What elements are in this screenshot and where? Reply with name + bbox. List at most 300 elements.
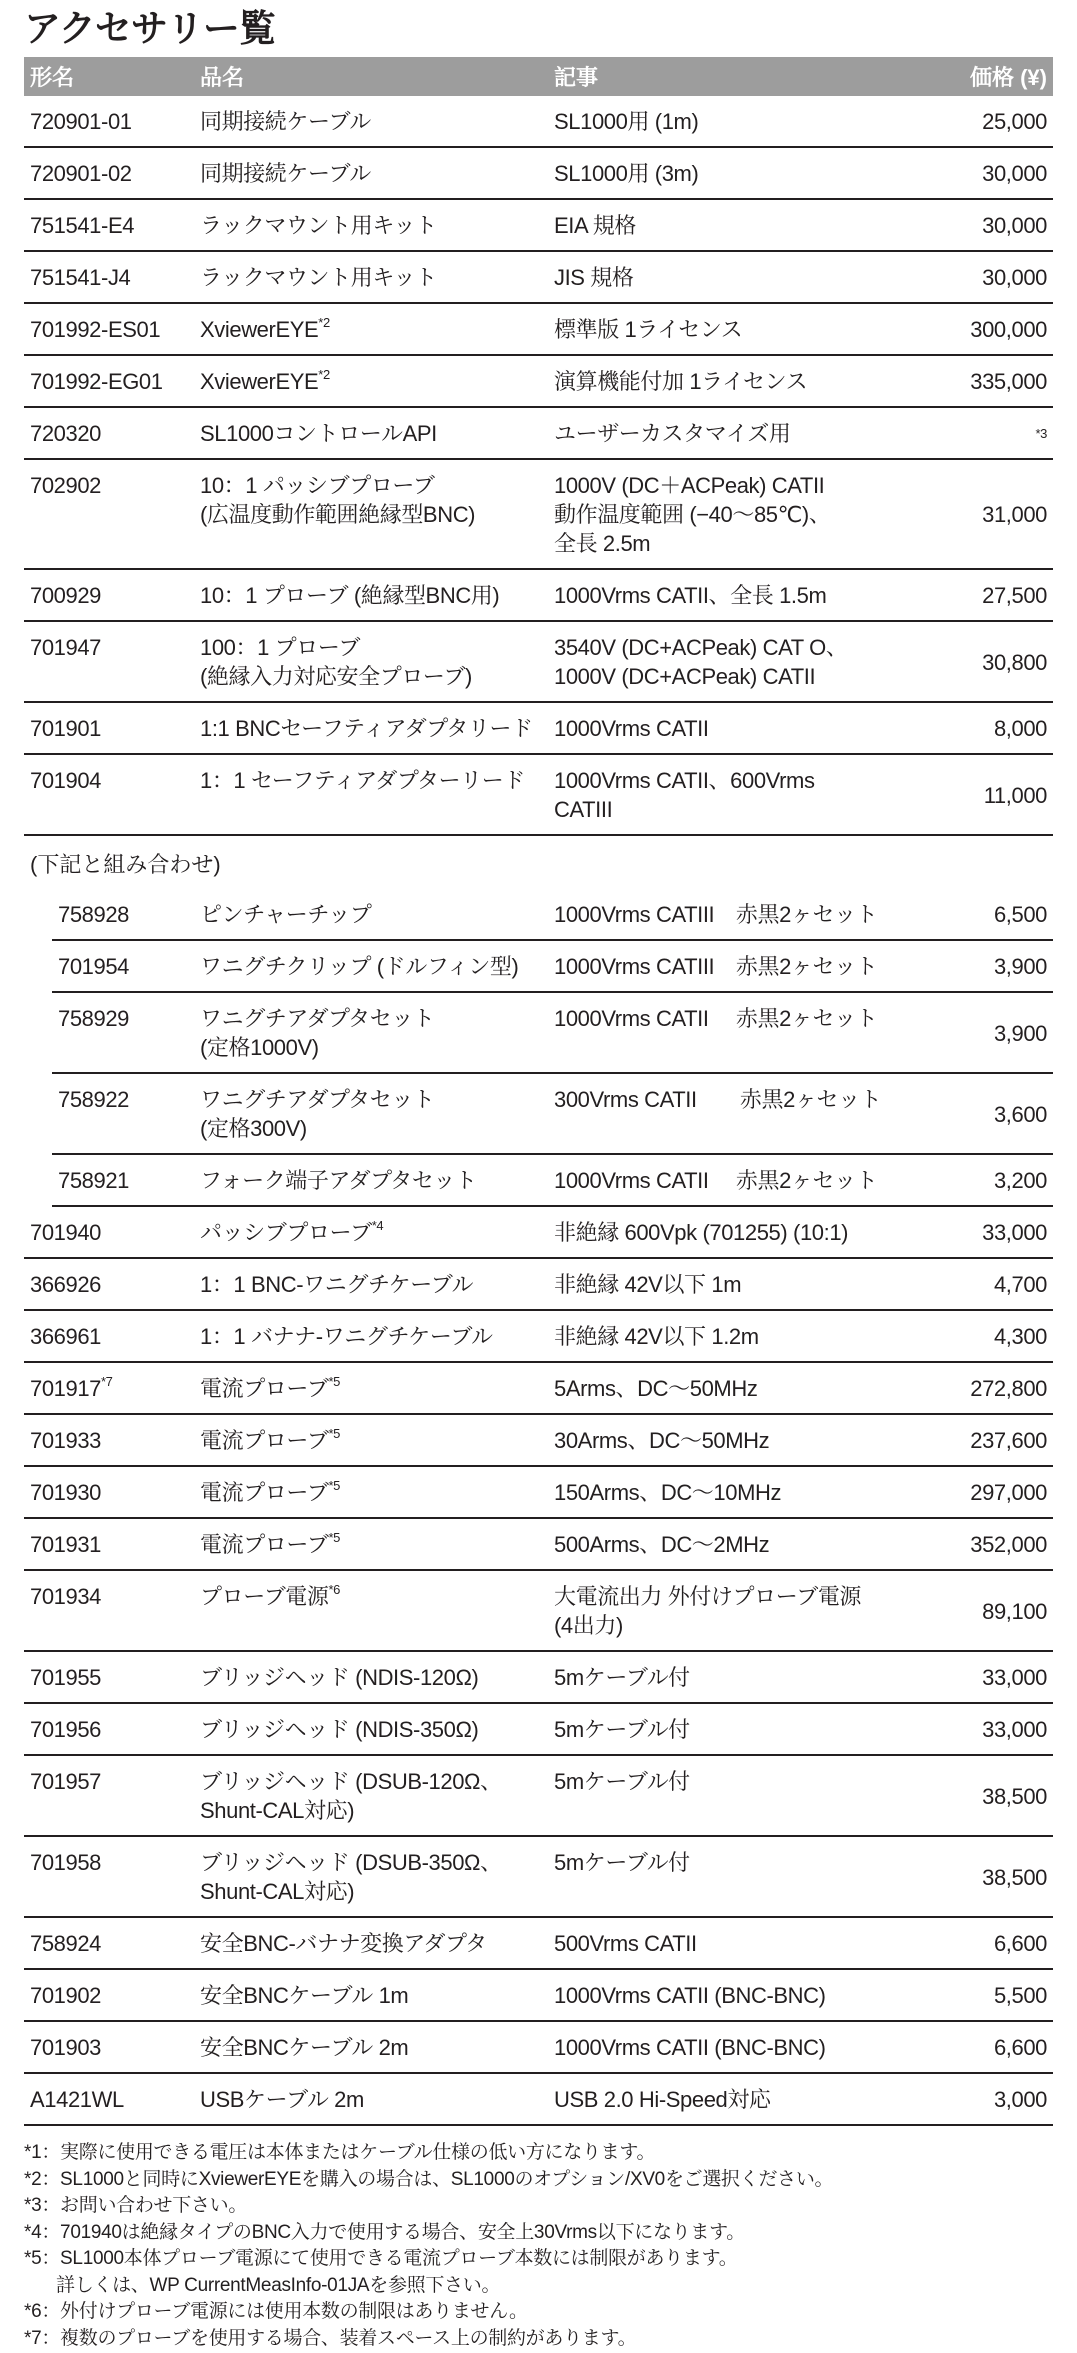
price-cell bbox=[923, 315, 1053, 344]
name-cell bbox=[200, 1426, 554, 1455]
code-cell bbox=[24, 1322, 200, 1351]
price-cell bbox=[923, 1663, 1053, 1692]
note-cell bbox=[554, 581, 923, 610]
table-row bbox=[24, 1519, 1053, 1571]
price: 11,000 bbox=[983, 782, 1047, 808]
note-line: (4出力) bbox=[554, 1613, 623, 1638]
note-line: 非絶縁 42V以下 1.2m bbox=[554, 1324, 759, 1349]
code: 366926 bbox=[30, 1272, 102, 1297]
footnote-ref: *4 bbox=[371, 1218, 384, 1233]
name-line bbox=[200, 633, 546, 662]
rows-bottom bbox=[24, 1207, 1053, 2126]
table-row bbox=[24, 1970, 1053, 2022]
name-cell bbox=[200, 900, 554, 929]
price-cell bbox=[923, 1767, 1053, 1825]
note-line: 演算機能付加 1ライセンス bbox=[554, 369, 808, 394]
name-text: パッシブプローブ bbox=[200, 1220, 372, 1245]
note-cell bbox=[554, 1218, 923, 1247]
name-cell bbox=[200, 159, 554, 188]
code-cell bbox=[24, 107, 200, 136]
note-cell bbox=[554, 1004, 923, 1062]
code-cell bbox=[52, 952, 200, 981]
price-cell bbox=[923, 1848, 1053, 1906]
note-line: 全長 2.5m bbox=[554, 531, 651, 556]
price: 5,500 bbox=[993, 1983, 1047, 2008]
note-cell bbox=[554, 1582, 923, 1640]
table-row bbox=[24, 2022, 1053, 2074]
footnotes bbox=[24, 2140, 1053, 2352]
note-cell bbox=[554, 714, 923, 743]
table-row bbox=[24, 304, 1053, 356]
code: 701934 bbox=[30, 1584, 102, 1609]
footnote-ref: *7 bbox=[101, 1374, 113, 1389]
code-cell bbox=[24, 1848, 200, 1906]
header-code: 形名 bbox=[30, 65, 75, 90]
name-text: XviewerEYE bbox=[200, 317, 319, 342]
name-cell bbox=[200, 107, 554, 136]
name-text: 10：1 プローブ (絶縁型BNC用) bbox=[200, 583, 500, 608]
name-text: XviewerEYE bbox=[200, 369, 319, 394]
table-row bbox=[24, 1363, 1053, 1415]
name-cell bbox=[200, 471, 554, 558]
price-cell bbox=[923, 159, 1053, 188]
name-cell bbox=[200, 1322, 554, 1351]
note-line: SL1000用 (3m) bbox=[554, 161, 699, 186]
price-cell bbox=[923, 581, 1053, 610]
name-text: 安全BNC-バナナ変換アダプタ bbox=[200, 1931, 487, 1956]
note-cell bbox=[554, 367, 923, 396]
price-cell bbox=[923, 1004, 1053, 1062]
name-cell bbox=[200, 1848, 554, 1906]
price-cell bbox=[923, 1981, 1053, 2010]
name-text: 安全BNCケーブル 1m bbox=[200, 1983, 409, 2008]
name-text: Shunt-CAL対応) bbox=[200, 1798, 355, 1823]
price-cell bbox=[923, 1374, 1053, 1403]
code-cell bbox=[24, 419, 200, 448]
code: 700929 bbox=[30, 583, 102, 608]
code: 701956 bbox=[30, 1717, 102, 1742]
table-row bbox=[52, 993, 1053, 1074]
name-line bbox=[200, 500, 546, 529]
code-cell bbox=[24, 1929, 200, 1958]
name-text: (定格1000V) bbox=[200, 1035, 319, 1060]
name-cell bbox=[200, 1715, 554, 1744]
note-line: 1000Vrms CATII 赤黒2ヶセット bbox=[554, 1006, 878, 1031]
name-line bbox=[200, 1981, 546, 2010]
price: 352,000 bbox=[970, 1532, 1047, 1557]
note-line: USB 2.0 Hi-Speed対応 bbox=[554, 2087, 771, 2112]
price: 300,000 bbox=[970, 317, 1047, 342]
price-cell bbox=[923, 1426, 1053, 1455]
table-header bbox=[24, 57, 1053, 96]
name-line bbox=[200, 1848, 546, 1877]
code-cell bbox=[52, 900, 200, 929]
note-line: ユーザーカスタマイズ用 bbox=[554, 421, 791, 446]
price: 272,800 bbox=[970, 1376, 1047, 1401]
name-cell bbox=[200, 581, 554, 610]
note-cell bbox=[554, 1767, 923, 1825]
name-text: ピンチャーチップ bbox=[200, 902, 372, 927]
note-line: 30Arms、DC〜50MHz bbox=[554, 1428, 770, 1453]
name-text: ブリッジヘッド (NDIS-120Ω) bbox=[200, 1665, 479, 1690]
code-cell bbox=[24, 1715, 200, 1744]
price: *3 bbox=[1035, 425, 1047, 441]
price-cell bbox=[923, 1085, 1053, 1143]
name-line bbox=[200, 952, 546, 981]
name-cell bbox=[200, 419, 554, 448]
note-cell bbox=[554, 2085, 923, 2114]
name-line bbox=[200, 107, 546, 136]
name-text: 100：1 プローブ bbox=[200, 635, 360, 660]
note-line: 1000Vrms CATII、600Vrms bbox=[554, 768, 815, 793]
name-text: ラックマウント用キット bbox=[200, 213, 437, 238]
note-cell bbox=[554, 1715, 923, 1744]
table-row bbox=[24, 1756, 1053, 1837]
code-cell bbox=[24, 1426, 200, 1455]
code: 701940 bbox=[30, 1220, 102, 1245]
price: 30,000 bbox=[982, 265, 1047, 290]
code: 701933 bbox=[30, 1428, 102, 1453]
price: 25,000 bbox=[982, 109, 1047, 134]
table-row bbox=[24, 148, 1053, 200]
code-cell bbox=[24, 581, 200, 610]
note-cell bbox=[554, 1981, 923, 2010]
footnote: *3：お問い合わせ下さい。 bbox=[24, 2195, 248, 2216]
table-row bbox=[24, 408, 1053, 460]
note-cell bbox=[554, 107, 923, 136]
code-cell bbox=[24, 367, 200, 396]
code-cell bbox=[24, 211, 200, 240]
table-row bbox=[24, 252, 1053, 304]
table-row bbox=[24, 96, 1053, 148]
name-text: 安全BNCケーブル 2m bbox=[200, 2035, 409, 2060]
price: 3,900 bbox=[993, 1020, 1047, 1046]
code: 701947 bbox=[30, 635, 102, 660]
price: 6,600 bbox=[993, 1931, 1047, 1956]
name-line bbox=[200, 263, 546, 292]
note-cell bbox=[554, 263, 923, 292]
name-cell bbox=[200, 1530, 554, 1559]
note-line: 1000Vrms CATII (BNC-BNC) bbox=[554, 2035, 826, 2060]
name-text: 電流プローブ bbox=[200, 1428, 329, 1453]
code: 758921 bbox=[58, 1168, 130, 1193]
name-text: 1：1 バナナ-ワニグチケーブル bbox=[200, 1324, 493, 1349]
name-line bbox=[200, 1877, 546, 1906]
table-row bbox=[24, 356, 1053, 408]
footnote-ref: *6 bbox=[328, 1582, 341, 1597]
price: 33,000 bbox=[982, 1665, 1047, 1690]
name-text: 同期接続ケーブル bbox=[200, 161, 371, 186]
code: 701903 bbox=[30, 2035, 102, 2060]
code-cell bbox=[24, 1663, 200, 1692]
rows-sub bbox=[24, 889, 1053, 1207]
footnote: 詳しくは、WP CurrentMeasInfo-01JAを参照下さい。 bbox=[56, 2274, 501, 2296]
section-label: (下記と組み合わせ) bbox=[30, 852, 221, 877]
note-cell bbox=[554, 1530, 923, 1559]
footnote-ref: *5 bbox=[328, 1478, 341, 1493]
name-line bbox=[200, 900, 546, 929]
price: 297,000 bbox=[970, 1480, 1047, 1505]
code-cell bbox=[24, 1374, 200, 1403]
code: 701917 bbox=[30, 1376, 102, 1401]
note-cell bbox=[554, 1929, 923, 1958]
name-cell bbox=[200, 1663, 554, 1692]
price: 27,500 bbox=[982, 583, 1047, 608]
table-row bbox=[24, 622, 1053, 703]
code-cell bbox=[24, 159, 200, 188]
name-line bbox=[200, 1478, 546, 1507]
price: 3,900 bbox=[993, 954, 1047, 979]
name-cell bbox=[200, 211, 554, 240]
name-line bbox=[200, 1270, 546, 1299]
table-row bbox=[24, 200, 1053, 252]
note-cell bbox=[554, 1848, 923, 1906]
code-cell bbox=[24, 1767, 200, 1825]
note-cell bbox=[554, 1166, 923, 1195]
name-line bbox=[200, 1715, 546, 1744]
code: 701902 bbox=[30, 1983, 102, 2008]
note-cell bbox=[554, 159, 923, 188]
code: 702902 bbox=[30, 473, 102, 498]
name-cell bbox=[200, 2033, 554, 2062]
price: 3,200 bbox=[993, 1168, 1047, 1193]
price-cell bbox=[923, 952, 1053, 981]
price-cell bbox=[923, 367, 1053, 396]
code: 701958 bbox=[30, 1850, 102, 1875]
accessory-table bbox=[24, 57, 1053, 2126]
name-text: ブリッジヘッド (NDIS-350Ω) bbox=[200, 1717, 479, 1742]
table-row bbox=[24, 2074, 1053, 2126]
price-cell bbox=[923, 1530, 1053, 1559]
note-cell bbox=[554, 1426, 923, 1455]
table-row bbox=[24, 1571, 1053, 1652]
name-line bbox=[200, 2085, 546, 2114]
table-row bbox=[24, 1837, 1053, 1918]
name-cell bbox=[200, 1981, 554, 2010]
price-cell bbox=[923, 1582, 1053, 1640]
name-cell bbox=[200, 263, 554, 292]
footnote-ref: *2 bbox=[318, 315, 330, 330]
name-line bbox=[200, 1114, 546, 1143]
rows-top bbox=[24, 96, 1053, 836]
note-line: EIA 規格 bbox=[554, 213, 636, 238]
code: 758928 bbox=[58, 902, 130, 927]
code-cell bbox=[52, 1166, 200, 1195]
note-cell bbox=[554, 315, 923, 344]
name-cell bbox=[200, 952, 554, 981]
code: 701931 bbox=[30, 1532, 102, 1557]
name-text: 電流プローブ bbox=[200, 1532, 329, 1557]
code: 758924 bbox=[30, 1931, 102, 1956]
name-line bbox=[200, 1033, 546, 1062]
table-row bbox=[24, 1311, 1053, 1363]
code-cell bbox=[24, 1478, 200, 1507]
price: 6,500 bbox=[993, 902, 1047, 927]
code-cell bbox=[24, 714, 200, 743]
footnote: *5：SL1000本体プローブ電源にて使用できる電流プローブ本数には制限があります。 bbox=[24, 2248, 738, 2269]
note-line: 動作温度範囲 (−40〜85℃)、 bbox=[554, 502, 831, 527]
name-text: (定格300V) bbox=[200, 1116, 307, 1141]
note-line: 1000Vrms CATIII 赤黒2ヶセット bbox=[554, 954, 878, 979]
name-line bbox=[200, 471, 546, 500]
name-text: ラックマウント用キット bbox=[200, 265, 437, 290]
price-cell bbox=[923, 766, 1053, 824]
name-line bbox=[200, 419, 546, 448]
footnote-ref: *2 bbox=[318, 367, 330, 382]
name-text: フォーク端子アダプタセット bbox=[200, 1168, 477, 1193]
code-cell bbox=[24, 1582, 200, 1640]
name-text: ワニグチアダプタセット bbox=[200, 1006, 435, 1031]
name-cell bbox=[200, 315, 554, 344]
note-line: 500Vrms CATII bbox=[554, 1931, 697, 1956]
name-cell bbox=[200, 1582, 554, 1640]
code-cell bbox=[24, 1981, 200, 2010]
name-text: ブリッジヘッド (DSUB-350Ω、 bbox=[200, 1850, 502, 1875]
table-row bbox=[24, 570, 1053, 622]
table-row bbox=[24, 1918, 1053, 1970]
price: 30,000 bbox=[982, 161, 1047, 186]
header-note: 記事 bbox=[554, 65, 599, 90]
note-line: JIS 規格 bbox=[554, 265, 634, 290]
page-title: アクセサリー覧 bbox=[24, 8, 275, 49]
code: A1421WL bbox=[30, 2087, 124, 2112]
table-row bbox=[52, 889, 1053, 941]
name-text: 10：1 パッシブプローブ bbox=[200, 473, 435, 498]
code-cell bbox=[24, 1270, 200, 1299]
price-cell bbox=[923, 714, 1053, 743]
note-cell bbox=[554, 1663, 923, 1692]
code-cell bbox=[24, 1218, 200, 1247]
price: 4,300 bbox=[993, 1324, 1047, 1349]
code-cell bbox=[24, 633, 200, 691]
name-line bbox=[200, 1767, 546, 1796]
name-cell bbox=[200, 714, 554, 743]
name-text: 1：1 BNC-ワニグチケーブル bbox=[200, 1272, 474, 1297]
name-text: 1:1 BNCセーフティアダプタリード bbox=[200, 716, 533, 741]
code-cell bbox=[24, 2033, 200, 2062]
note-line: 非絶縁 42V以下 1m bbox=[554, 1272, 742, 1297]
header-price: 価格 (¥) bbox=[969, 65, 1047, 90]
name-text: プローブ電源 bbox=[200, 1584, 329, 1609]
name-cell bbox=[200, 1085, 554, 1143]
note-line: 5Arms、DC〜50MHz bbox=[554, 1376, 758, 1401]
name-text: USBケーブル 2m bbox=[200, 2087, 364, 2112]
note-cell bbox=[554, 1270, 923, 1299]
code-cell bbox=[24, 315, 200, 344]
table-row bbox=[52, 1074, 1053, 1155]
name-cell bbox=[200, 1166, 554, 1195]
note-line: SL1000用 (1m) bbox=[554, 109, 699, 134]
name-text: 電流プローブ bbox=[200, 1376, 329, 1401]
name-line bbox=[200, 1085, 546, 1114]
name-cell bbox=[200, 1004, 554, 1062]
note-cell bbox=[554, 471, 923, 558]
footnote-ref: *5 bbox=[328, 1374, 341, 1389]
note-cell bbox=[554, 419, 923, 448]
note-line: 5mケーブル付 bbox=[554, 1769, 690, 1794]
name-text: 電流プローブ bbox=[200, 1480, 329, 1505]
price-cell bbox=[923, 1218, 1053, 1247]
price-cell bbox=[923, 2033, 1053, 2062]
price: 30,000 bbox=[982, 213, 1047, 238]
table-row bbox=[52, 1155, 1053, 1207]
price: 335,000 bbox=[970, 369, 1047, 394]
footnote-ref: *5 bbox=[328, 1530, 341, 1545]
note-line: 1000Vrms CATIII 赤黒2ヶセット bbox=[554, 902, 878, 927]
note-line: 5mケーブル付 bbox=[554, 1665, 690, 1690]
footnote: *7：複数のプローブを使用する場合、装着スペース上の制約があります。 bbox=[24, 2327, 637, 2349]
price-cell bbox=[923, 900, 1053, 929]
price-cell bbox=[923, 1322, 1053, 1351]
name-line bbox=[200, 1218, 546, 1247]
name-cell bbox=[200, 2085, 554, 2114]
name-line bbox=[200, 714, 546, 743]
price-cell bbox=[923, 2085, 1053, 2114]
name-line bbox=[200, 159, 546, 188]
price: 33,000 bbox=[982, 1220, 1047, 1245]
name-line bbox=[200, 1796, 546, 1825]
name-line bbox=[200, 1166, 546, 1195]
price: 30,800 bbox=[982, 649, 1047, 675]
name-line bbox=[200, 1663, 546, 1692]
table-row bbox=[24, 1467, 1053, 1519]
code: 701992-ES01 bbox=[30, 317, 161, 342]
name-text: (広温度動作範囲絶縁型BNC) bbox=[200, 502, 476, 527]
note-line: 1000V (DC＋ACPeak) CATII bbox=[554, 473, 825, 498]
note-line: 3540V (DC+ACPeak) CAT O、 bbox=[554, 635, 848, 660]
note-line: 1000Vrms CATII bbox=[554, 716, 709, 741]
code: 701955 bbox=[30, 1665, 102, 1690]
note-line: CATIII bbox=[554, 797, 613, 822]
note-line: 大電流出力 外付けプローブ電源 bbox=[554, 1584, 862, 1609]
name-line bbox=[200, 1582, 546, 1611]
name-text: (絶縁入力対応安全プローブ) bbox=[200, 664, 472, 689]
note-line: 標準版 1ライセンス bbox=[554, 317, 743, 342]
price: 3,000 bbox=[993, 2087, 1047, 2112]
code-cell bbox=[24, 1530, 200, 1559]
table-row bbox=[24, 1652, 1053, 1704]
code-cell bbox=[24, 2085, 200, 2114]
note-cell bbox=[554, 900, 923, 929]
name-line bbox=[200, 1004, 546, 1033]
price-cell bbox=[923, 1478, 1053, 1507]
note-cell bbox=[554, 1374, 923, 1403]
note-cell bbox=[554, 633, 923, 691]
code: 701930 bbox=[30, 1480, 102, 1505]
note-cell bbox=[554, 211, 923, 240]
table-row bbox=[24, 755, 1053, 836]
price-cell bbox=[923, 419, 1053, 448]
price: 38,500 bbox=[982, 1864, 1047, 1890]
price: 38,500 bbox=[982, 1783, 1047, 1809]
code: 701992-EG01 bbox=[30, 369, 163, 394]
table-row bbox=[24, 1259, 1053, 1311]
name-cell bbox=[200, 1270, 554, 1299]
code: 701901 bbox=[30, 716, 102, 741]
price-cell bbox=[923, 633, 1053, 691]
note-cell bbox=[554, 1322, 923, 1351]
code-cell bbox=[24, 263, 200, 292]
name-cell bbox=[200, 1478, 554, 1507]
price-cell bbox=[923, 1715, 1053, 1744]
name-line bbox=[200, 315, 546, 344]
footnote: *2：SL1000と同時にXviewerEYEを購入の場合は、SL1000のオプション/XV0をご選択ください。 bbox=[24, 2168, 834, 2190]
price-cell bbox=[923, 107, 1053, 136]
note-line: 300Vrms CATII 赤黒2ヶセット bbox=[554, 1087, 882, 1112]
price: 8,000 bbox=[993, 716, 1047, 741]
price-cell bbox=[923, 1166, 1053, 1195]
code: 751541-E4 bbox=[30, 213, 135, 238]
